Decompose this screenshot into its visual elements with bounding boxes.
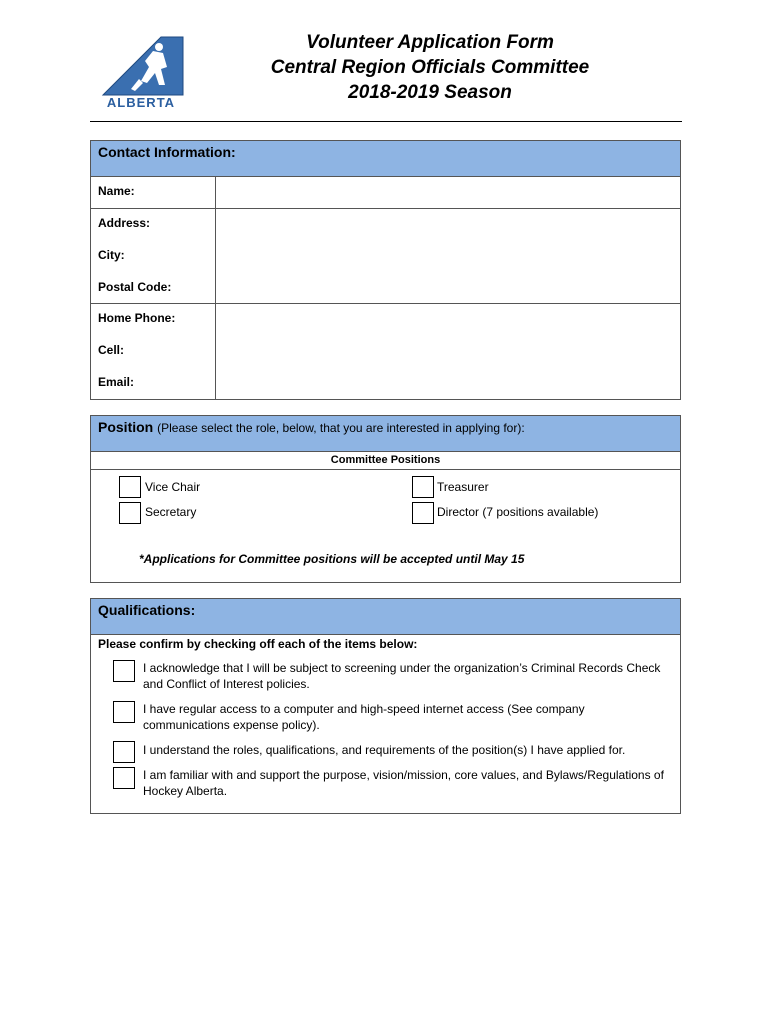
applications-deadline-note: *Applications for Committee positions will be accepted until May 15 (139, 552, 525, 566)
title-line-2: Central Region Officials Committee (270, 57, 590, 78)
director-label: Director (7 positions available) (437, 505, 599, 519)
name-label-cell (91, 177, 216, 208)
roles-understanding-checkbox[interactable] (113, 741, 135, 763)
contact-heading: Contact Information: (98, 144, 236, 160)
cell-label: Cell: (98, 343, 125, 357)
bylaws-familiarity-checkbox[interactable] (113, 767, 135, 789)
hockey-alberta-logo (95, 33, 187, 111)
address-row (91, 209, 680, 304)
title-line-1: Volunteer Application Form (306, 32, 554, 53)
address-label: Address: (98, 216, 151, 230)
internet-access-checkbox[interactable] (113, 701, 135, 723)
position-heading (98, 419, 525, 435)
title-divider (90, 121, 682, 122)
qualifications-section (90, 598, 681, 814)
screening-checkbox[interactable] (113, 660, 135, 682)
committee-positions-heading: Committee Positions (330, 454, 441, 466)
treasurer-checkbox[interactable] (412, 476, 434, 498)
home-phone-label: Home Phone: (98, 311, 176, 325)
name-row (91, 177, 680, 209)
qualifications-header (91, 599, 680, 635)
position-section (90, 415, 681, 583)
committee-positions-row (91, 452, 680, 470)
svg-text:ALBERTA: ALBERTA (106, 95, 176, 110)
title-line-3: 2018-2019 Season (348, 82, 512, 103)
name-field[interactable] (216, 177, 680, 208)
vice-chair-checkbox[interactable] (119, 476, 141, 498)
city-label: City: (98, 248, 125, 262)
email-label: Email: (98, 375, 135, 389)
position-header (91, 416, 680, 452)
secretary-label: Secretary (145, 505, 197, 519)
contact-section (90, 140, 681, 400)
name-label: Name: (98, 184, 135, 198)
screening-text: I acknowledge that I will be subject to screening under the organization’s Criminal Records Check and Conflict of Interest policies. (143, 661, 661, 691)
address-label-cell (91, 209, 216, 303)
address-field[interactable] (216, 209, 680, 303)
qualifications-instruction: Please confirm by checking off each of the items below: (98, 637, 418, 651)
phone-label-cell (91, 304, 216, 399)
internet-access-text: I have regular access to a computer and high-speed internet access (See company communications expense policy). (143, 702, 585, 732)
phone-row (91, 304, 680, 399)
position-heading-text: Position (98, 419, 154, 435)
postal-code-label: Postal Code: (98, 280, 172, 294)
phone-field[interactable] (216, 304, 680, 399)
position-heading-note: (Please select the role, below, that you are interested in applying for): (157, 421, 525, 435)
qualifications-heading: Qualifications: (98, 602, 196, 618)
contact-header (91, 141, 680, 177)
director-checkbox[interactable] (412, 502, 434, 524)
bylaws-familiarity-text: I am familiar with and support the purpose, vision/mission, core values, and Bylaws/Regulations of Hockey Alberta. (143, 768, 664, 798)
roles-understanding-text: I understand the roles, qualifications, and requirements of the position(s) I have applied for. (143, 743, 626, 757)
secretary-checkbox[interactable] (119, 502, 141, 524)
treasurer-label: Treasurer (437, 480, 489, 494)
vice-chair-label: Vice Chair (145, 480, 201, 494)
